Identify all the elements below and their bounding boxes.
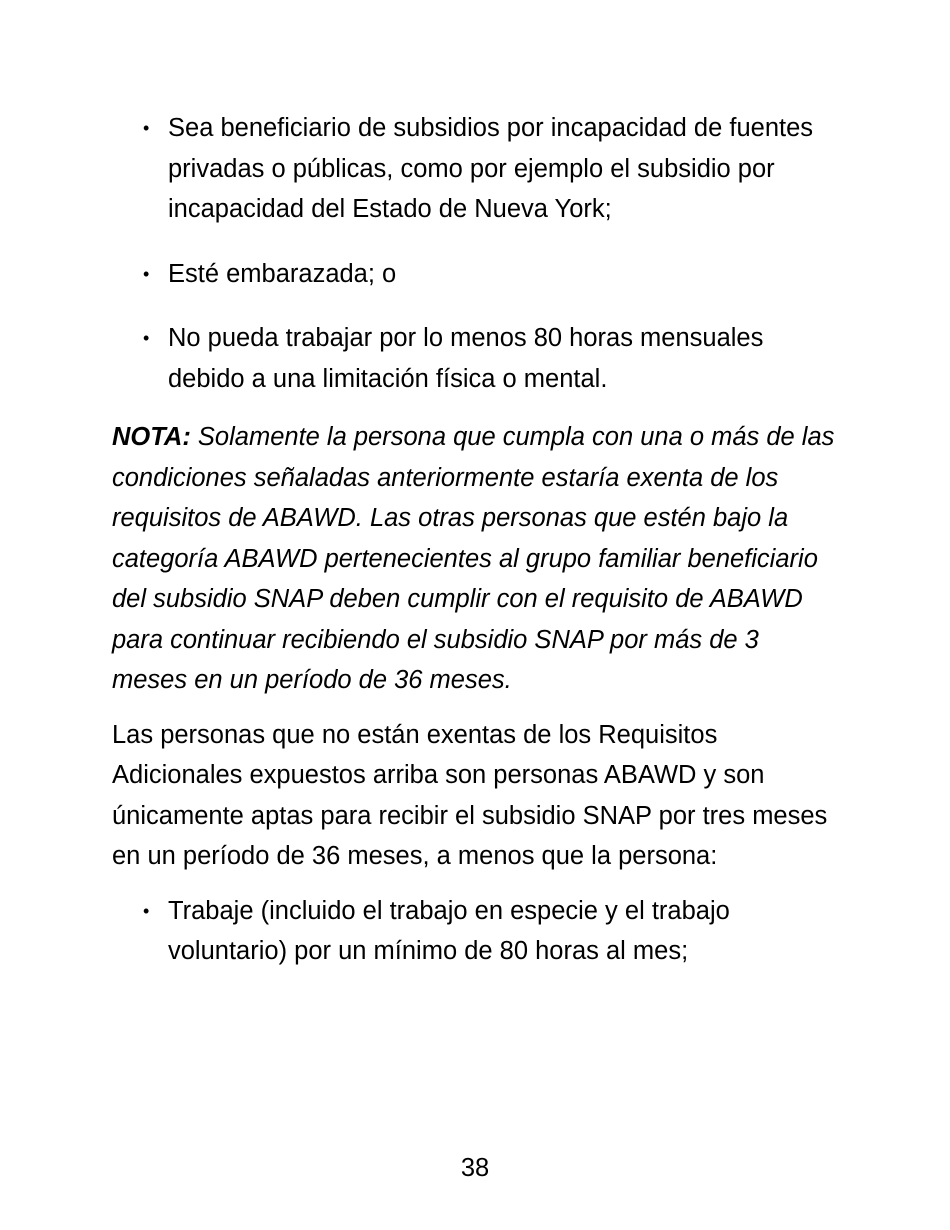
- note-paragraph: [112, 417, 837, 701]
- list-item-text: Trabaje (incluido el trabajo en especie y el trabajo voluntario) por un mínimo de 80 horas al mes;: [168, 896, 730, 965]
- list-item: [112, 318, 837, 399]
- note-label: NOTA:: [112, 423, 191, 451]
- list-item-text: Esté embarazada; o: [168, 259, 397, 288]
- list-item: [112, 108, 837, 230]
- bullet-icon: •: [143, 328, 150, 348]
- document-page: [112, 108, 837, 996]
- bullet-icon: •: [143, 118, 150, 138]
- bullet-icon: •: [143, 900, 150, 921]
- page-number: 38: [460, 1154, 490, 1182]
- exemption-bullet-list: [112, 108, 837, 399]
- bullet-icon: •: [143, 263, 150, 284]
- requirement-bullet-list: [112, 891, 837, 972]
- list-item: [112, 254, 837, 295]
- list-item: [112, 891, 837, 972]
- note-text: Solamente la persona que cumpla con una o más de las condiciones señaladas anteriormente estaría exenta de los requisitos de ABAWD. Las otras personas que estén bajo la categoría ABAWD pertenecientes al grupo familiar beneficiario del subsidio SNAP deben cumplir con el requisito de ABAWD para continuar recibiendo el subsidio SNAP por más de 3 meses en un período de 36 meses.: [112, 423, 835, 694]
- list-item-text: Sea beneficiario de subsidios por incapacidad de fuentes privadas o públicas, como por ejemplo el subsidio por incapacidad del Estado de Nueva York;: [168, 114, 814, 223]
- body-paragraph: Las personas que no están exentas de los Requisitos Adicionales expuestos arriba son personas ABAWD y son únicamente aptas para recibir el subsidio SNAP por tres meses en un período de 36 meses, a menos que la persona:: [112, 720, 828, 870]
- list-item-text: No pueda trabajar por lo menos 80 horas mensuales debido a una limitación física o mental.: [168, 324, 764, 393]
